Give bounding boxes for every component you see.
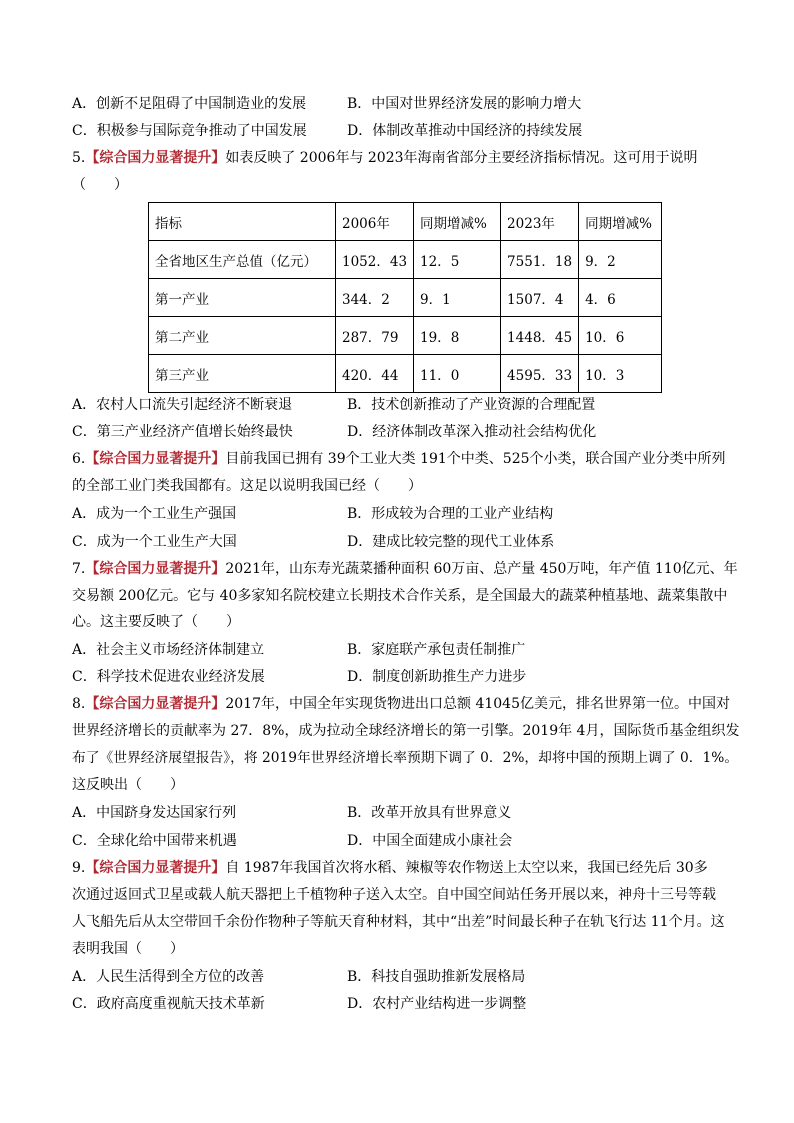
q8-stem-line-3: 布了《世界经济展望报告》，将 2019年世界经济增长率预期下调了 0．2%，却将中国的预期上调了 0．1%。 bbox=[72, 750, 739, 766]
q4-option-c: C．积极参与国际竞争推动了中国发展 bbox=[72, 123, 307, 139]
table-cell: 第三产业 bbox=[149, 355, 336, 393]
table-header-cell: 指标 bbox=[149, 203, 336, 241]
q7-number: 7. bbox=[72, 561, 86, 577]
q6-tag: 【综合国力显著提升】 bbox=[85, 451, 226, 467]
q7-option-a: A．社会主义市场经济体制建立 bbox=[72, 642, 265, 658]
table-row bbox=[149, 317, 662, 355]
q8-stem-text: 2017年，中国全年实现货物进出口总额 41045亿美元，排名世界第一位。中国对 bbox=[225, 696, 730, 712]
q8-stem-line-1 bbox=[72, 693, 730, 715]
table-cell: 10．6 bbox=[579, 317, 662, 355]
table-row bbox=[149, 241, 662, 279]
q7-stem-line-2: 交易额 200亿元。它与 40多家知名院校建立长期技术合作关系，是全国最大的蔬菜种植基地、蔬菜集散中 bbox=[72, 588, 728, 604]
economic-indicators-table bbox=[148, 202, 662, 393]
table-header-row bbox=[149, 203, 662, 241]
q9-option-a: A．人民生活得到全方位的改善 bbox=[72, 969, 265, 985]
q5-option-c: C．第三产业经济产值增长始终最快 bbox=[72, 424, 293, 440]
q5-option-a: A．农村人口流失引起经济不断衰退 bbox=[72, 397, 293, 413]
q8-stem-line-4: 这反映出（ ） bbox=[72, 777, 184, 793]
q9-stem-line-4: 表明我国（ ） bbox=[72, 941, 184, 957]
q8-stem-line-2: 世界经济增长的贡献率为 27．8%，成为拉动全球经济增长的第一引擎。2019年 4月，国际货币基金组织发 bbox=[72, 723, 740, 739]
table-header-cell: 2006年 bbox=[336, 203, 414, 241]
q8-tag: 【综合国力显著提升】 bbox=[85, 696, 226, 712]
q4-option-a: A．创新不足阻碍了中国制造业的发展 bbox=[72, 96, 307, 112]
table-header-cell: 2023年 bbox=[501, 203, 579, 241]
q4-option-b: B．中国对世界经济发展的影响力增大 bbox=[347, 96, 582, 112]
q7-option-c: C．科学技术促进农业经济发展 bbox=[72, 669, 265, 685]
table-cell: 1448．45 bbox=[501, 317, 579, 355]
table-header-cell: 同期增减% bbox=[579, 203, 662, 241]
q6-stem-line-2: 的全部工业门类我国都有。这足以说明我国已经（ ） bbox=[72, 478, 422, 494]
table-cell: 第二产业 bbox=[149, 317, 336, 355]
table-cell: 1507．4 bbox=[501, 279, 579, 317]
q7-stem-line-1 bbox=[72, 558, 738, 580]
table-row bbox=[149, 355, 662, 393]
q5-option-b: B．技术创新推动了产业资源的合理配置 bbox=[347, 397, 596, 413]
q9-number: 9. bbox=[72, 860, 86, 876]
table-cell: 12．5 bbox=[414, 241, 501, 279]
q5-stem-text: 如表反映了 2006年与 2023年海南省部分主要经济指标情况。这可用于说明 bbox=[225, 150, 698, 166]
table-cell: 7551．18 bbox=[501, 241, 579, 279]
q6-stem-line-1 bbox=[72, 448, 726, 470]
q6-option-a: A．成为一个工业生产强国 bbox=[72, 506, 237, 522]
table-cell: 1052．43 bbox=[336, 241, 414, 279]
q6-option-c: C．成为一个工业生产大国 bbox=[72, 534, 237, 550]
q7-stem-line-3: 心。这主要反映了（ ） bbox=[72, 614, 240, 630]
q9-tag: 【综合国力显著提升】 bbox=[85, 860, 226, 876]
table-cell: 19．8 bbox=[414, 317, 501, 355]
q7-stem-text: 2021年，山东寿光蔬菜播种面积 60万亩、总产量 450万吨，年产值 110亿元、年 bbox=[225, 561, 738, 577]
q9-stem-line-2: 次通过返回式卫星或载人航天器把上千植物种子送入太空。自中国空间站任务开展以来，神舟十三号等载 bbox=[72, 887, 716, 903]
q7-option-d: D．制度创新助推生产力进步 bbox=[347, 669, 527, 685]
q5-stem-line-2: （ ） bbox=[72, 177, 128, 193]
q7-option-b: B．家庭联产承包责任制推广 bbox=[347, 642, 526, 658]
table-cell: 4595．33 bbox=[501, 355, 579, 393]
q5-number: 5. bbox=[72, 150, 86, 166]
q8-option-a: A．中国跻身发达国家行列 bbox=[72, 805, 237, 821]
table-cell: 全省地区生产总值（亿元） bbox=[149, 241, 336, 279]
q4-option-d: D．体制改革推动中国经济的持续发展 bbox=[347, 123, 583, 139]
table-header-cell: 同期增减% bbox=[414, 203, 501, 241]
q5-stem-line-1 bbox=[72, 147, 698, 169]
q7-tag: 【综合国力显著提升】 bbox=[85, 561, 226, 577]
q6-option-b: B．形成较为合理的工业产业结构 bbox=[347, 506, 554, 522]
table-cell: 第一产业 bbox=[149, 279, 336, 317]
q8-option-d: D．中国全面建成小康社会 bbox=[347, 833, 513, 849]
q9-option-c: C．政府高度重视航天技术革新 bbox=[72, 996, 265, 1012]
table-row bbox=[149, 279, 662, 317]
q9-option-b: B．科技自强助推新发展格局 bbox=[347, 969, 526, 985]
table-cell: 420．44 bbox=[336, 355, 414, 393]
table-cell: 9．1 bbox=[414, 279, 501, 317]
q9-stem-text: 自 1987年我国首次将水稻、辣椒等农作物送上太空以来，我国已经先后 30多 bbox=[225, 860, 708, 876]
q9-stem-line-1 bbox=[72, 857, 708, 879]
q8-option-b: B．改革开放具有世界意义 bbox=[347, 805, 512, 821]
table-cell: 9．2 bbox=[579, 241, 662, 279]
table-cell: 4．6 bbox=[579, 279, 662, 317]
q9-stem-line-3: 人飞船先后从太空带回千余份作物种子等航天育种材料，其中“出差”时间最长种子在轨飞行达 11个月。这 bbox=[72, 914, 725, 930]
table-cell: 344．2 bbox=[336, 279, 414, 317]
q6-option-d: D．建成比较完整的现代工业体系 bbox=[347, 534, 555, 550]
table-cell: 10．3 bbox=[579, 355, 662, 393]
table-cell: 287．79 bbox=[336, 317, 414, 355]
q6-stem-text: 目前我国已拥有 39个工业大类 191个中类、525个小类，联合国产业分类中所列 bbox=[225, 451, 726, 467]
q9-option-d: D．农村产业结构进一步调整 bbox=[347, 996, 527, 1012]
q5-tag: 【综合国力显著提升】 bbox=[85, 150, 226, 166]
q8-number: 8. bbox=[72, 696, 86, 712]
q5-option-d: D．经济体制改革深入推动社会结构优化 bbox=[347, 424, 597, 440]
table-cell: 11．0 bbox=[414, 355, 501, 393]
q6-number: 6. bbox=[72, 451, 86, 467]
q8-option-c: C．全球化给中国带来机遇 bbox=[72, 833, 237, 849]
